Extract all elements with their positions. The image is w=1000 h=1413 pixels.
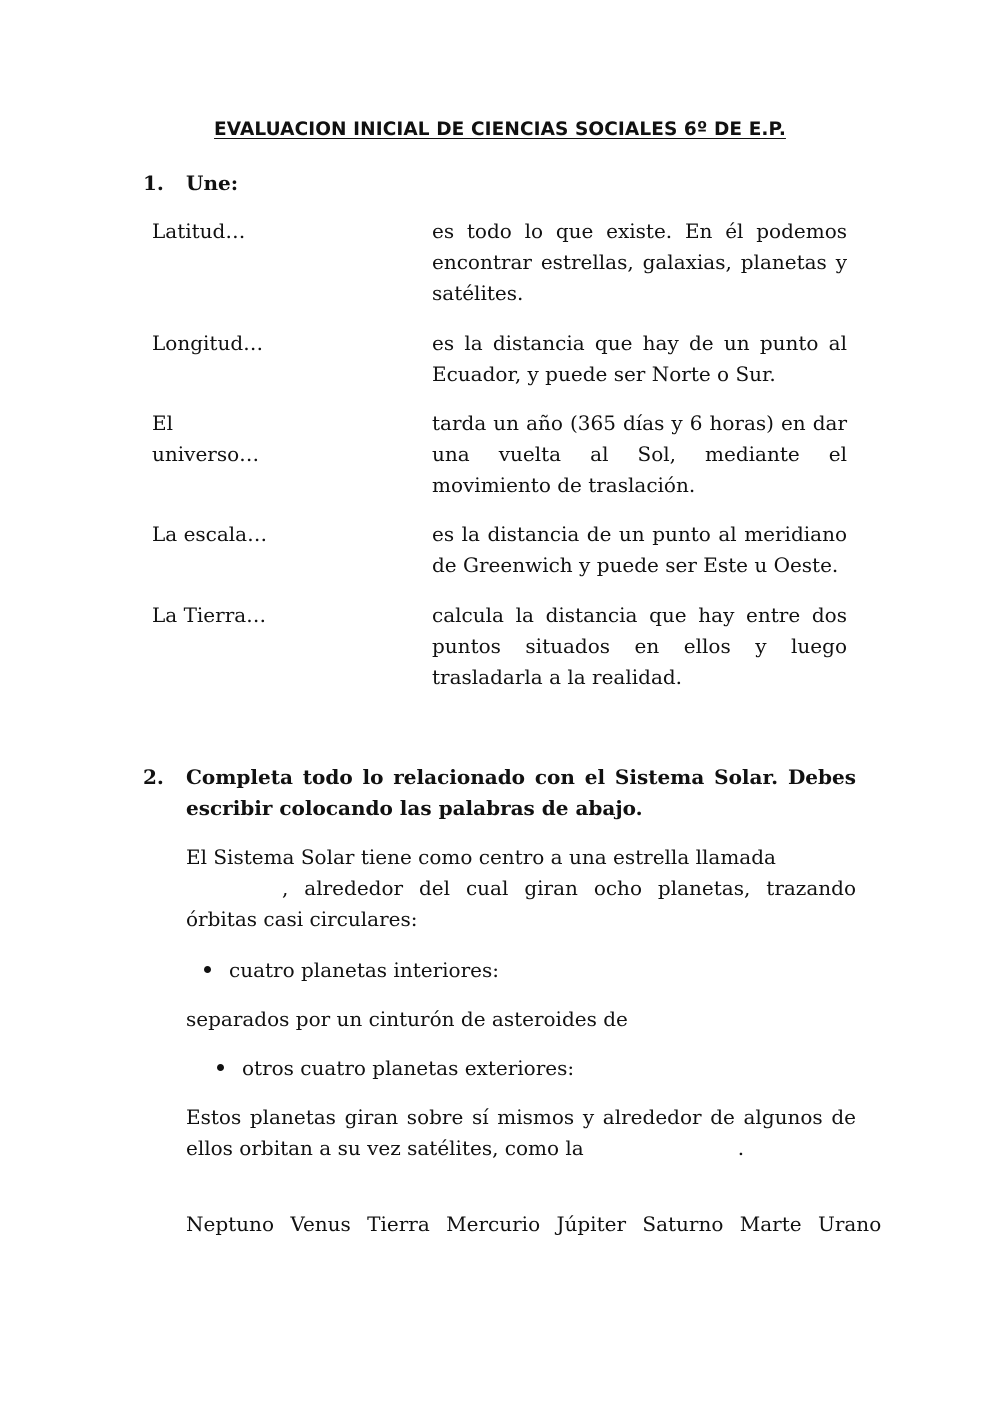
word-marte[interactable]: Marte [739,1212,802,1236]
page-title: EVALUACION INICIAL DE CIENCIAS SOCIALES 6º DE E.P. [214,119,786,140]
bullet-outer-planets [217,1053,574,1084]
bullet-inner-planets [204,955,499,986]
paragraph-satellites-end: . [737,1136,745,1160]
match-term-tierra[interactable]: La Tierra… [152,603,267,627]
question-2-text: Completa todo lo relacionado con el Sistema Solar. Debes escribir colocando las palabras de abajo. [186,765,856,820]
bullet-outer-planets-text: otros cuatro planetas exteriores: [242,1056,575,1080]
word-saturno[interactable]: Saturno [642,1212,724,1236]
match-definition-1[interactable]: es todo lo que existe. En él podemos encontrar estrellas, galaxias, planetas y satélites. [432,219,847,305]
match-definition-4[interactable]: es la distancia de un punto al meridiano de Greenwich y puede ser Este u Oeste. [432,522,847,577]
paragraph-satellites-text: Estos planetas giran sobre sí mismos y alrededor de algunos de ellos orbitan a su vez satélites, como la [186,1105,856,1160]
match-term-longitud[interactable]: Longitud… [152,331,264,355]
match-definition-2[interactable]: es la distancia que hay de un punto al Ecuador, y puede ser Norte o Sur. [432,331,847,386]
word-neptuno[interactable]: Neptuno [186,1212,274,1236]
question-1-number: 1. [143,171,164,195]
match-term-universo[interactable]: El universo… [152,411,260,466]
paragraph-satellites [186,1102,856,1164]
question-1-text: Une: [186,171,239,195]
word-tierra[interactable]: Tierra [367,1212,430,1236]
match-definition-3[interactable]: tarda un año (365 días y 6 horas) en dar una vuelta al Sol, mediante el movimiento de traslación. [432,411,847,497]
paragraph-intro [186,842,856,935]
match-term-latitud[interactable]: Latitud… [152,219,246,243]
question-2-number: 2. [143,765,164,789]
bullet-inner-planets-text: cuatro planetas interiores: [229,958,499,982]
word-jupiter[interactable]: Júpiter [556,1212,627,1236]
match-definition-5[interactable]: calcula la distancia que hay entre dos puntos situados en ellos y luego trasladarla a la realidad. [432,603,847,689]
paragraph-intro-start: El Sistema Solar tiene como centro a una estrella llamada [186,845,776,869]
match-term-escala[interactable]: La escala… [152,522,268,546]
paragraph-intro-end: , alrededor del cual giran ocho planetas, trazando órbitas casi circulares: [186,876,856,931]
word-venus[interactable]: Venus [290,1212,351,1236]
bullet-dot-icon [204,966,211,973]
word-urano[interactable]: Urano [817,1212,882,1236]
word-bank [186,1209,889,1240]
paragraph-asteroids: separados por un cinturón de asteroides de [186,1007,628,1031]
bullet-dot-icon [217,1064,224,1071]
word-mercurio[interactable]: Mercurio [446,1212,541,1236]
